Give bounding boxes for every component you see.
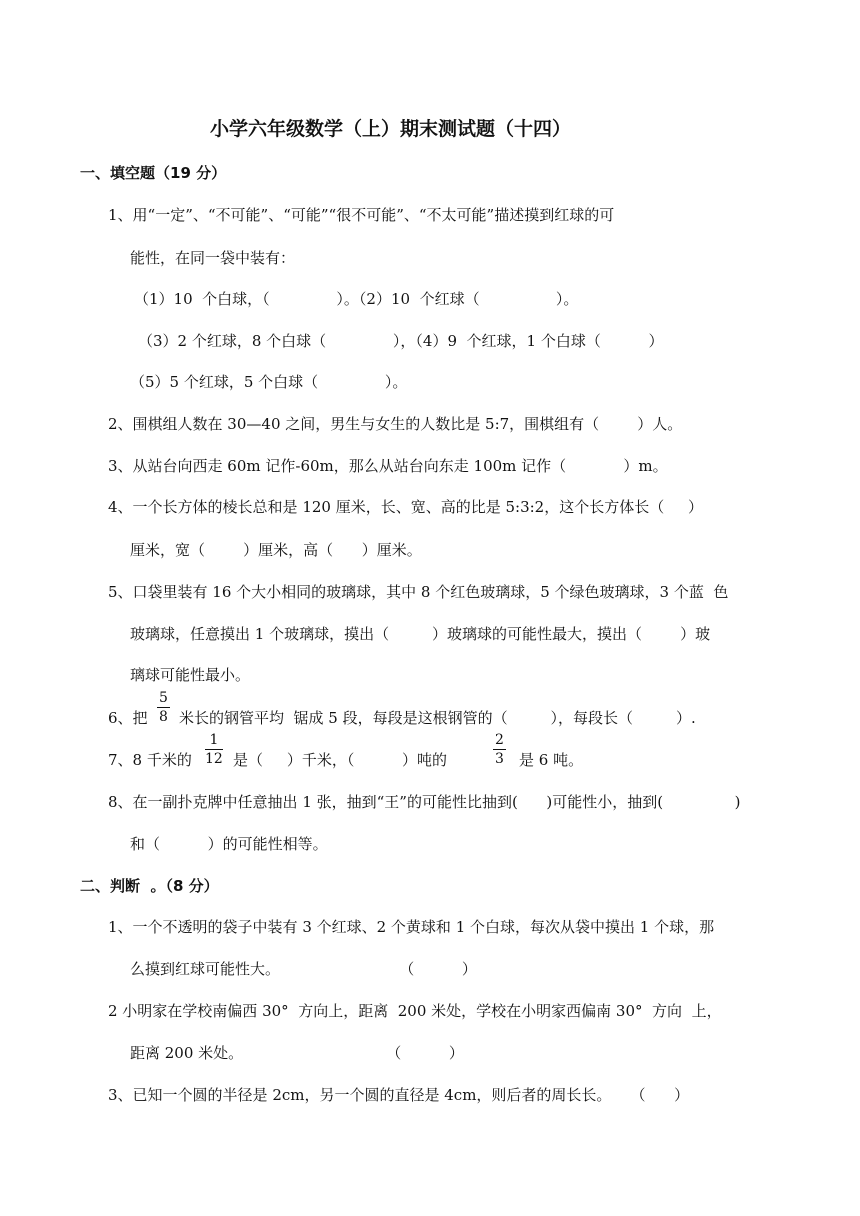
q7-text-end: 是 6 吨。	[519, 751, 584, 769]
q7-text-middle: 是（ ）千米，（ ）吨的	[233, 751, 448, 769]
q6-fraction	[157, 691, 170, 724]
q6-fraction-denominator: 8	[159, 709, 168, 725]
q6-text-start: 6、把	[108, 709, 148, 727]
q6-fraction-numerator: 5	[159, 690, 168, 706]
page-title: 小学六年级数学（上）期末测试题（十四）	[210, 118, 572, 140]
q1-line2: 能性，在同一袋中装有：	[130, 249, 296, 267]
q4-line1: 4、一个长方体的棱长总和是 120 厘米，长、宽、高的比是 5:3:2，这个长方体长（ ）	[108, 498, 704, 516]
q1-options-row3: （5）5 个红球，5 个白球（ ）。	[130, 373, 408, 391]
q8-line2: 和（ ）的可能性相等。	[130, 835, 328, 853]
q1-options-row2: （3）2 个红球，8 个白球（ ），（4）9 个红球，1 个白球（ ）	[138, 332, 664, 350]
q7-fraction-2-numerator: 2	[495, 732, 504, 748]
j2-line1: 2 小明家在学校南偏西 30° 方向上，距离 200 米处，学校在小明家西偏南 30° 方向 上，	[108, 1002, 722, 1020]
q2: 2、围棋组人数在 30—40 之间，男生与女生的人数比是 5:7，围棋组有（ ）人。	[108, 415, 683, 433]
q7-text-start: 7、8 千米的	[108, 751, 192, 769]
j3: 3、已知一个圆的半径是 2cm，另一个圆的直径是 4cm，则后者的周长长。 （ ）	[108, 1086, 690, 1104]
q1-line1: 1、用“一定”、“不可能”、“可能”“很不可能”、“不太可能”描述摸到红球的可	[108, 206, 615, 224]
q5-line1: 5、口袋里装有 16 个大小相同的玻璃球，其中 8 个红色玻璃球，5 个绿色玻璃球，3 个蓝 色	[108, 583, 729, 601]
q8-line1: 8、在一副扑克牌中任意抽出 1 张，抽到“王”的可能性比抽到( )可能性小，抽到( )	[108, 793, 741, 811]
q7-fraction-1-numerator: 1	[209, 732, 219, 748]
q7-fraction-2-denominator: 3	[495, 751, 504, 767]
q1-options-row1: （1）10 个白球，（ ）。（2）10 个红球（ ）。	[134, 290, 579, 308]
q5-line3: 璃球可能性最小。	[130, 666, 251, 684]
section-heading-judgment: 二、判断 。（8 分）	[80, 877, 219, 895]
q6-text-end: 米长的钢管平均 锯成 5 段，每段是这根钢管的（ ），每段长（ ）.	[179, 709, 696, 727]
j2-line2: 距离 200 米处。 （ ）	[130, 1044, 464, 1062]
j1-line2: 么摸到红球可能性大。 （ ）	[130, 960, 477, 978]
q7-fraction-1-denominator: 12	[205, 751, 223, 767]
q7-fraction-2	[493, 733, 506, 766]
q4-line2: 厘米，宽（ ）厘米，高（ ）厘米。	[130, 541, 422, 559]
q3: 3、从站台向西走 60m 记作-60m，那么从站台向东走 100m 记作（ ）m。	[108, 457, 668, 475]
q5-line2: 玻璃球，任意摸出 1 个玻璃球，摸出（ ）玻璃球的可能性最大，摸出（ ）玻	[130, 625, 711, 643]
section-heading-fill-blank: 一、填空题（19 分）	[80, 164, 227, 182]
q7-fraction-1	[205, 733, 223, 766]
j1-line1: 1、一个不透明的袋子中装有 3 个红球、2 个黄球和 1 个白球，每次从袋中摸出 1 个球，那	[108, 918, 715, 936]
